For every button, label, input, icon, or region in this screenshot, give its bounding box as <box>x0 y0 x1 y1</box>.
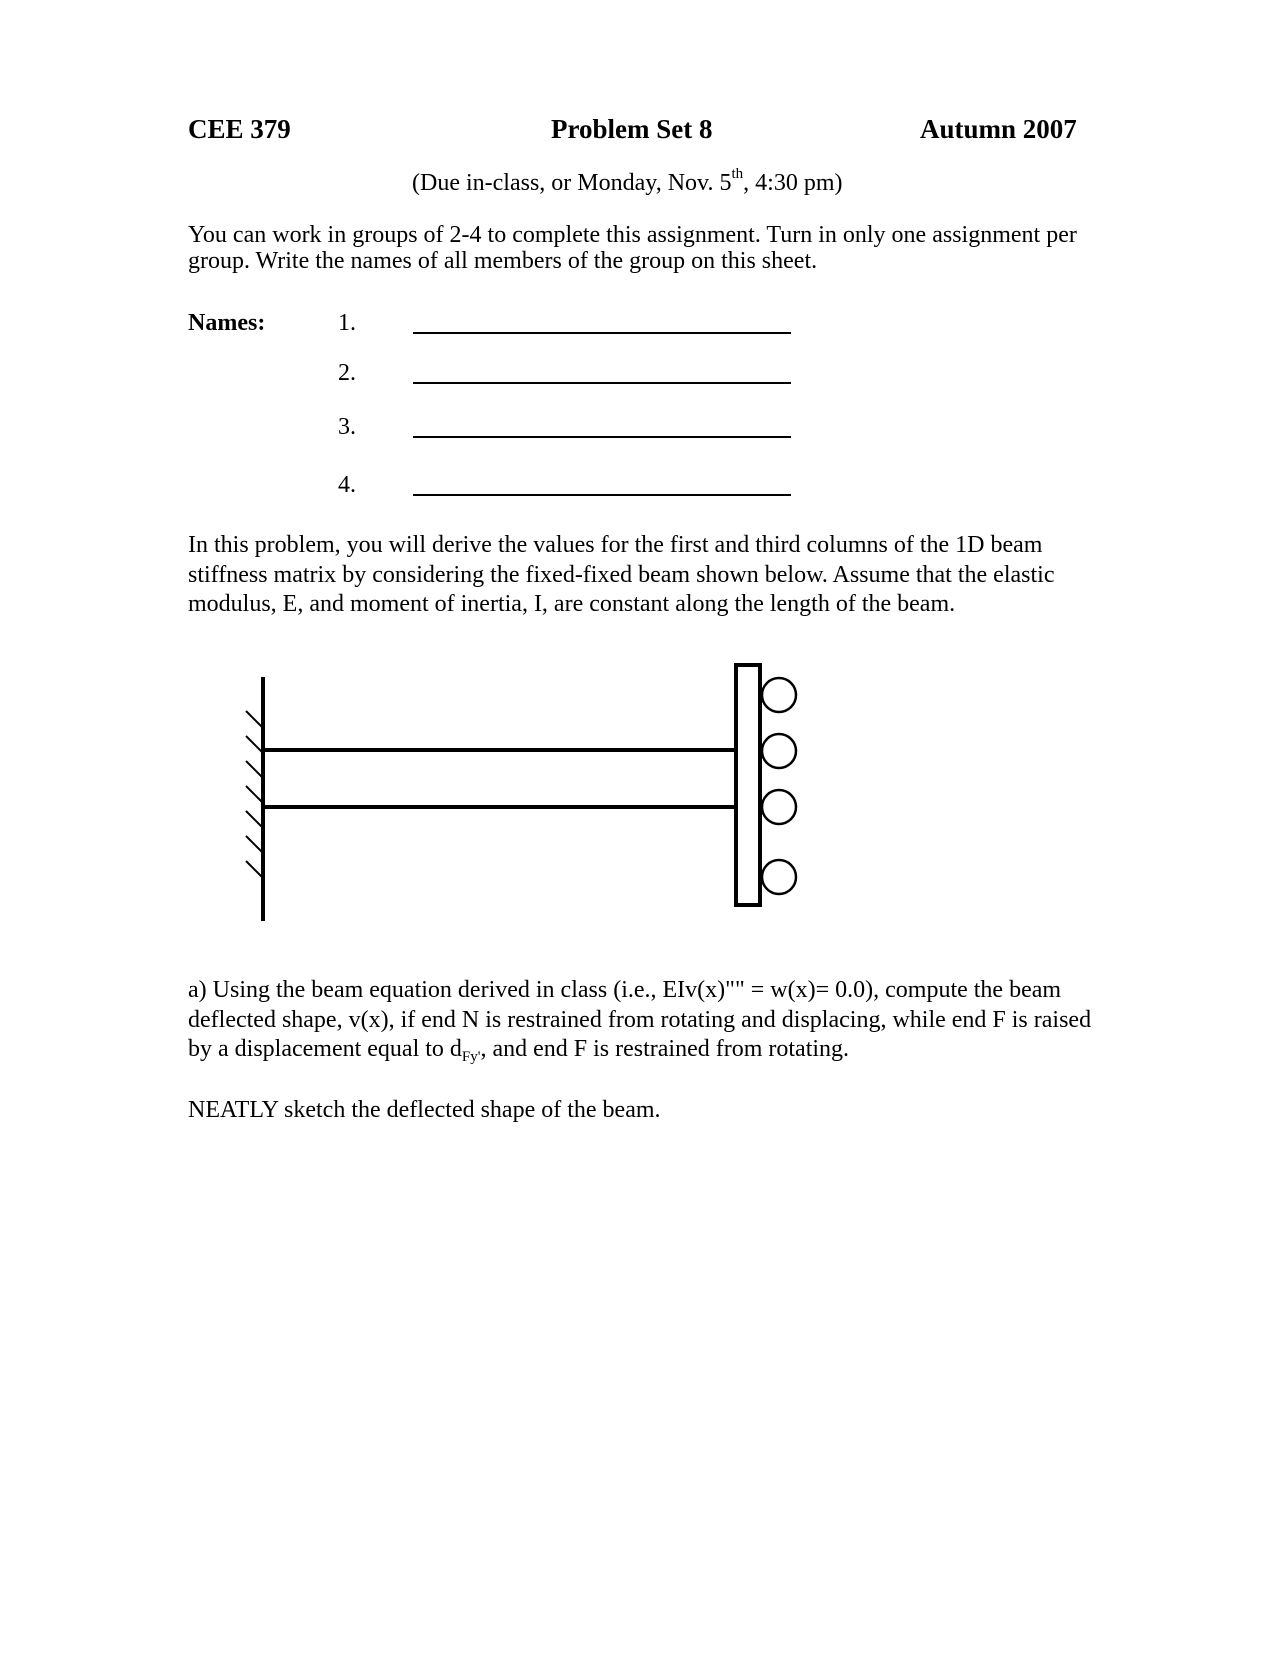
part-a-text-end: , and end F is restrained from rotating. <box>480 1036 850 1062</box>
course-code: CEE 379 <box>188 114 291 144</box>
name-number-3: 3. <box>338 414 356 440</box>
due-superscript: th <box>731 166 744 182</box>
name-number-4: 4. <box>338 472 356 498</box>
part-a-text: a) Using the beam equation derived in class (i.e., EIv(x)"" = w(x)= 0.0), compute the beam deflected shape, v(x), if end N is restrained from rotating and displacing, while end F is raised by a displacement equal to d <box>188 977 1092 1062</box>
names-label: Names: <box>188 310 266 336</box>
problem-intro: In this problem, you will derive the values for the first and third columns of the 1D beam stiffness matrix by considering the fixed-fixed beam shown below. Assume that the elastic modulus, E, and moment of inertia, I, are constant along the length of the beam. <box>188 532 1055 617</box>
fixed-wall-hatching <box>246 711 263 878</box>
roller-3 <box>762 790 796 824</box>
name-number-2: 2. <box>338 360 356 386</box>
sketch-instruction: NEATLY sketch the deflected shape of the beam. <box>188 1097 661 1123</box>
due-prefix: (Due in-class, or Monday, Nov. 5 <box>412 170 732 196</box>
roller-2 <box>762 734 796 768</box>
roller-support-plate <box>736 665 760 905</box>
roller-4 <box>762 860 796 894</box>
part-a-question <box>188 976 1108 1068</box>
name-number-1: 1. <box>338 310 356 336</box>
group-instructions: You can work in groups of 2-4 to complete this assignment. Turn in only one assignment per group. Write the names of all members of the group on this sheet. <box>188 222 1077 274</box>
part-a-subscript: Fy' <box>461 1049 481 1065</box>
due-suffix: , 4:30 pm) <box>743 170 843 196</box>
problem-set-title: Problem Set 8 <box>551 114 713 144</box>
roller-1 <box>762 678 796 712</box>
rollers <box>762 678 796 894</box>
term-label: Autumn 2007 <box>920 114 1077 144</box>
